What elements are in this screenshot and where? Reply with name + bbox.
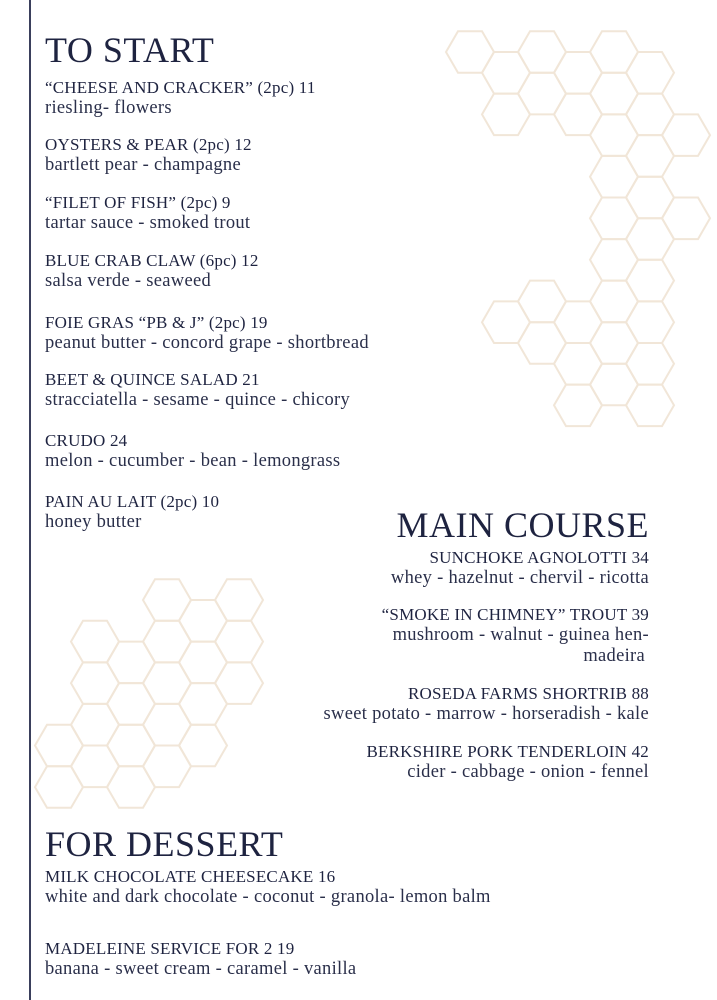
item-description: banana - sweet cream - caramel - vanilla [45, 958, 357, 979]
hexagon-shape [662, 198, 710, 240]
menu-item-milk-chocolate-cheesecake [45, 867, 491, 908]
menu-item-pain-au-lait [45, 492, 219, 533]
hexagon-shape [554, 385, 602, 427]
item-description: stracciatella - sesame - quince - chicory [45, 389, 351, 410]
hexagon-shape [446, 31, 494, 73]
hexagon-shape [143, 579, 191, 621]
hexagon-shape [143, 621, 191, 663]
hexagon-shape [518, 281, 566, 323]
hexagon-shape [518, 73, 566, 115]
item-description: white and dark chocolate - coconut - granola- lemon balm [45, 886, 491, 907]
item-name: “CHEESE AND CRACKER” (2pc) 11 [45, 78, 316, 97]
hexagon-shape [626, 218, 674, 259]
menu-item-roseda-farms-shortrib [324, 684, 649, 725]
hexagon-shape [143, 746, 191, 788]
item-description: salsa verde - seaweed [45, 270, 212, 291]
item-name: FOIE GRAS “PB & J” (2pc) 19 [45, 313, 268, 332]
item-name: MADELEINE SERVICE FOR 2 19 [45, 939, 295, 958]
item-name: BEET & QUINCE SALAD 21 [45, 370, 260, 389]
menu-item-blue-crab-claw [45, 251, 259, 292]
hexagon-shape [590, 156, 638, 198]
menu-item-beet-quince-salad [45, 370, 350, 411]
hexagon-shape [35, 766, 83, 808]
hexagon-shape [518, 322, 566, 364]
hexagon-shape [215, 662, 263, 704]
hexagon-shape [179, 683, 227, 725]
hexagon-shape [626, 260, 674, 302]
hexagon-shape [626, 385, 674, 427]
item-name: PAIN AU LAIT (2pc) 10 [45, 492, 220, 511]
hexagon-shape [518, 31, 566, 73]
hexagon-shape [590, 114, 638, 155]
item-description: tartar sauce - smoked trout [45, 212, 251, 233]
item-name: OYSTERS & PEAR (2pc) 12 [45, 135, 252, 154]
hexagon-shape [626, 135, 674, 177]
hexagon-shape [143, 662, 191, 704]
hexagon-shape [626, 343, 674, 385]
hexagon-shape [179, 600, 227, 642]
item-description: cider - cabbage - onion - fennel [407, 761, 649, 782]
hexagon-shape [590, 322, 638, 364]
hexagon-shape [179, 642, 227, 684]
item-description: bartlett pear - champagne [45, 154, 241, 175]
hexagon-shape [590, 198, 638, 240]
hexagon-shape [590, 73, 638, 115]
hexagon-shape [626, 94, 674, 136]
hexagon-shape [626, 301, 674, 343]
hexagon-shape [107, 766, 155, 808]
item-description: honey butter [45, 511, 142, 532]
hexagon-shape [71, 746, 119, 788]
item-description: sweet potato - marrow - horseradish - kale [323, 703, 649, 724]
item-name: CRUDO 24 [45, 431, 128, 450]
hexagon-shape [590, 364, 638, 406]
item-name: MILK CHOCOLATE CHEESECAKE 16 [45, 867, 336, 886]
hexagon-shape [71, 662, 119, 704]
hexagon-shape [215, 579, 263, 621]
item-description: riesling- flowers [45, 97, 172, 118]
menu-item-filet-of-fish [45, 193, 250, 234]
menu-item-cheese-and-cracker [45, 78, 316, 119]
hexagon-shape [554, 94, 602, 136]
item-description: whey - hazelnut - chervil - ricotta [390, 567, 649, 588]
hexagon-shape [590, 31, 638, 73]
menu-item-crudo [45, 431, 340, 472]
item-description: peanut butter - concord grape - shortbread [45, 332, 369, 353]
hexagon-shape [107, 683, 155, 725]
section-title-to-start: TO START [45, 30, 215, 70]
hexagon-shape [626, 52, 674, 94]
item-description: melon - cucumber - bean - lemongrass [45, 450, 341, 471]
item-name: “FILET OF FISH” (2pc) 9 [45, 193, 231, 212]
hexagon-shape [626, 177, 674, 219]
menu-item-smoke-in-chimney-trout [382, 605, 649, 667]
hexagon-shape [590, 239, 638, 281]
item-name: BERKSHIRE PORK TENDERLOIN 42 [366, 742, 649, 761]
hexagon-shape [554, 343, 602, 385]
menu-item-madeleine-service [45, 939, 356, 980]
item-name: “SMOKE IN CHIMNEY” TROUT 39 [381, 605, 649, 624]
item-name: SUNCHOKE AGNOLOTTI 34 [429, 548, 649, 567]
hexagon-shape [554, 301, 602, 343]
item-name: ROSEDA FARMS SHORTRIB 88 [407, 684, 649, 703]
hexagon-shape [143, 704, 191, 746]
hexagon-shape [179, 725, 227, 767]
hexagon-shape [107, 725, 155, 767]
menu-item-sunchoke-agnolotti [391, 548, 649, 589]
hexagon-shape [71, 621, 119, 663]
hexagon-shape [482, 94, 530, 136]
hexagon-shape [482, 52, 530, 94]
hexagon-shape [107, 642, 155, 684]
hexagon-shape [482, 301, 530, 343]
item-description-continued: madeira [583, 645, 645, 666]
item-description: mushroom - walnut - guinea hen- [392, 624, 649, 645]
section-title-for-dessert: FOR DESSERT [45, 824, 284, 864]
menu-item-berkshire-pork-tenderloin [367, 742, 650, 783]
hexagon-shape [590, 281, 638, 323]
hexagon-shape [215, 621, 263, 663]
menu-item-foie-gras [45, 313, 369, 354]
menu-item-oysters-pear [45, 135, 252, 176]
item-name: BLUE CRAB CLAW (6pc) 12 [45, 251, 259, 270]
hexagon-shape [554, 52, 602, 94]
hexagon-shape [35, 725, 83, 767]
hexagon-shape [662, 114, 710, 155]
section-title-main-course: MAIN COURSE [396, 505, 649, 545]
hexagon-shape [71, 704, 119, 746]
